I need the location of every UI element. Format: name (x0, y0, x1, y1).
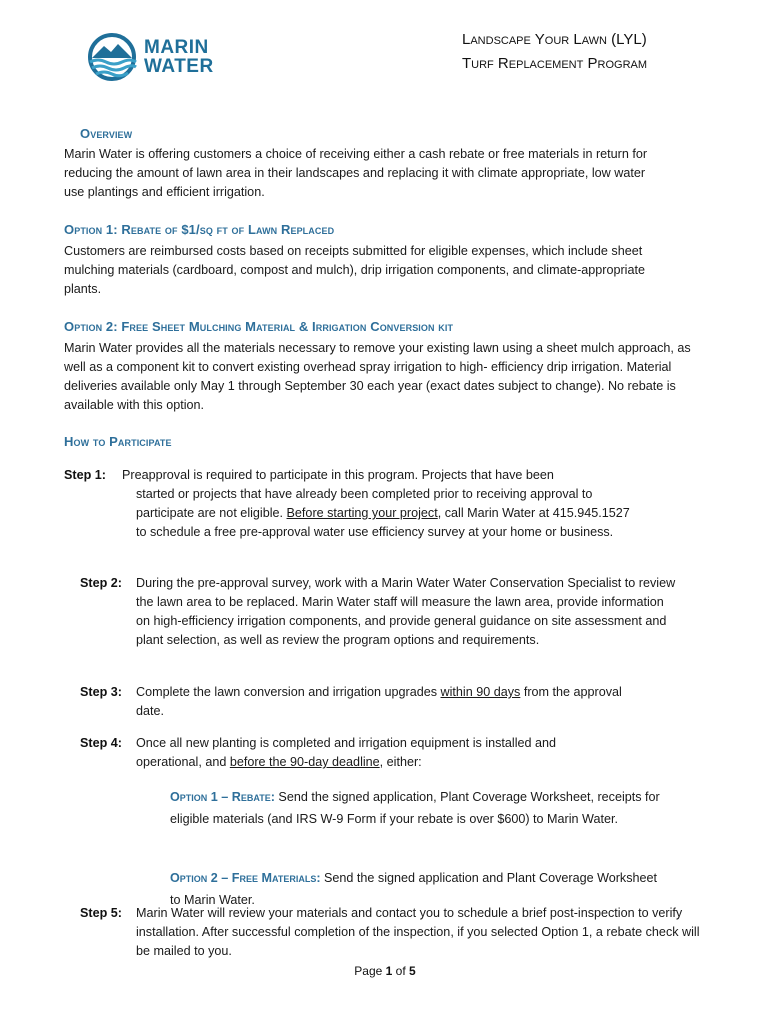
option2-heading: Option 2: Free Sheet Mulching Material & Irrigation Conversion kit (64, 319, 454, 334)
step4-text (136, 734, 616, 772)
step4-underline: before the 90-day deadline (229, 755, 380, 769)
footer-page-total: 5 (409, 964, 416, 978)
step4-option1-heading: Option 1 – Rebate: (170, 790, 275, 804)
overview-body: Marin Water is offering customers a choice of receiving either a cash rebate or free materials in return for reducing the amount of lawn area in their landscapes and replacing it with climate appropriate, low water use plantings and efficient irrigation. (64, 147, 648, 199)
step4-post: , either: (379, 755, 422, 769)
participate-heading: How to Participate (64, 434, 172, 449)
marin-water-logo (84, 32, 214, 82)
footer-page-num: 1 (385, 964, 393, 978)
logo-line2: WATER (144, 56, 214, 77)
step3-text (136, 683, 646, 721)
document-title (462, 28, 647, 76)
marin-water-logo-icon (84, 32, 140, 82)
logo-line1: MARIN (144, 37, 209, 58)
step1-pre: started or projects that have already been completed prior to receiving approval to participate are not eligible. (136, 487, 593, 520)
step1-lead: Preapproval is required to participate in this program. Projects that have been (122, 468, 554, 482)
step1-text (136, 485, 636, 542)
step4-option2-text: Send the signed application and Plant Coverage Worksheet to Marin Water. (170, 871, 658, 907)
page-footer (0, 964, 770, 978)
step2-text: During the pre-approval survey, work with a Marin Water Water Conservation Specialist to review the lawn area to be replaced. Marin Water staff will measure the lawn area, provide information on high-efficiency irrigation components, and provide general guidance on site assessment and plant selection, as well as review the program options and requirements. (136, 576, 676, 647)
footer-of-word: of (395, 964, 406, 978)
step4-label: Step 4: (80, 736, 122, 750)
footer-page-word: Page (354, 964, 383, 978)
overview-heading: Overview (80, 126, 133, 141)
option2-body: Marin Water provides all the materials necessary to remove your existing lawn using a sheet mulch approach, as well as a component kit to convert existing overhead spray irrigation to high- efficiency drip irrigation. Material deliveries available only May 1 through September 30 each year (exact dates subject to change). No rebate is available with this option. (64, 341, 691, 412)
step3-post: from the approval date. (136, 685, 622, 718)
title-line1: Landscape Your Lawn (LYL) (462, 31, 647, 48)
step1-label: Step 1: (64, 468, 106, 482)
step3-underline: within 90 days (440, 685, 521, 699)
step4-pre: Once all new planting is completed and irrigation equipment is installed and operational, and (136, 736, 557, 769)
title-line2: Turf Replacement Program (462, 55, 648, 72)
option1-heading: Option 1: Rebate of $1/sq ft of Lawn Replaced (64, 222, 335, 237)
step3-label: Step 3: (80, 685, 122, 699)
step4-option2-heading: Option 2 – Free Materials: (170, 871, 321, 885)
step5-label: Step 5: (80, 906, 122, 920)
step5-text: Marin Water will review your materials and contact you to schedule a brief post-inspection to verify installation. After successful completion of the inspection, if you selected Option 1, a rebate check will be mailed to you. (136, 906, 700, 958)
step4-option1 (170, 786, 700, 830)
step1-post: , call Marin Water at 415.945.1527 to schedule a free pre-approval water use efficiency survey at your home or business. (136, 506, 630, 539)
step4-option1-text: Send the signed application, Plant Coverage Worksheet, receipts for eligible materials (and IRS W-9 Form if your rebate is over $600) to Marin Water. (170, 790, 660, 826)
step1-underline: Before starting your project (286, 506, 438, 520)
step2-label: Step 2: (80, 576, 122, 590)
step3-pre: Complete the lawn conversion and irrigation upgrades (136, 685, 441, 699)
option1-body: Customers are reimbursed costs based on receipts submitted for eligible expenses, which include sheet mulching materials (cardboard, compost and mulch), drip irrigation components, and climate-appropriate plants. (64, 244, 645, 296)
